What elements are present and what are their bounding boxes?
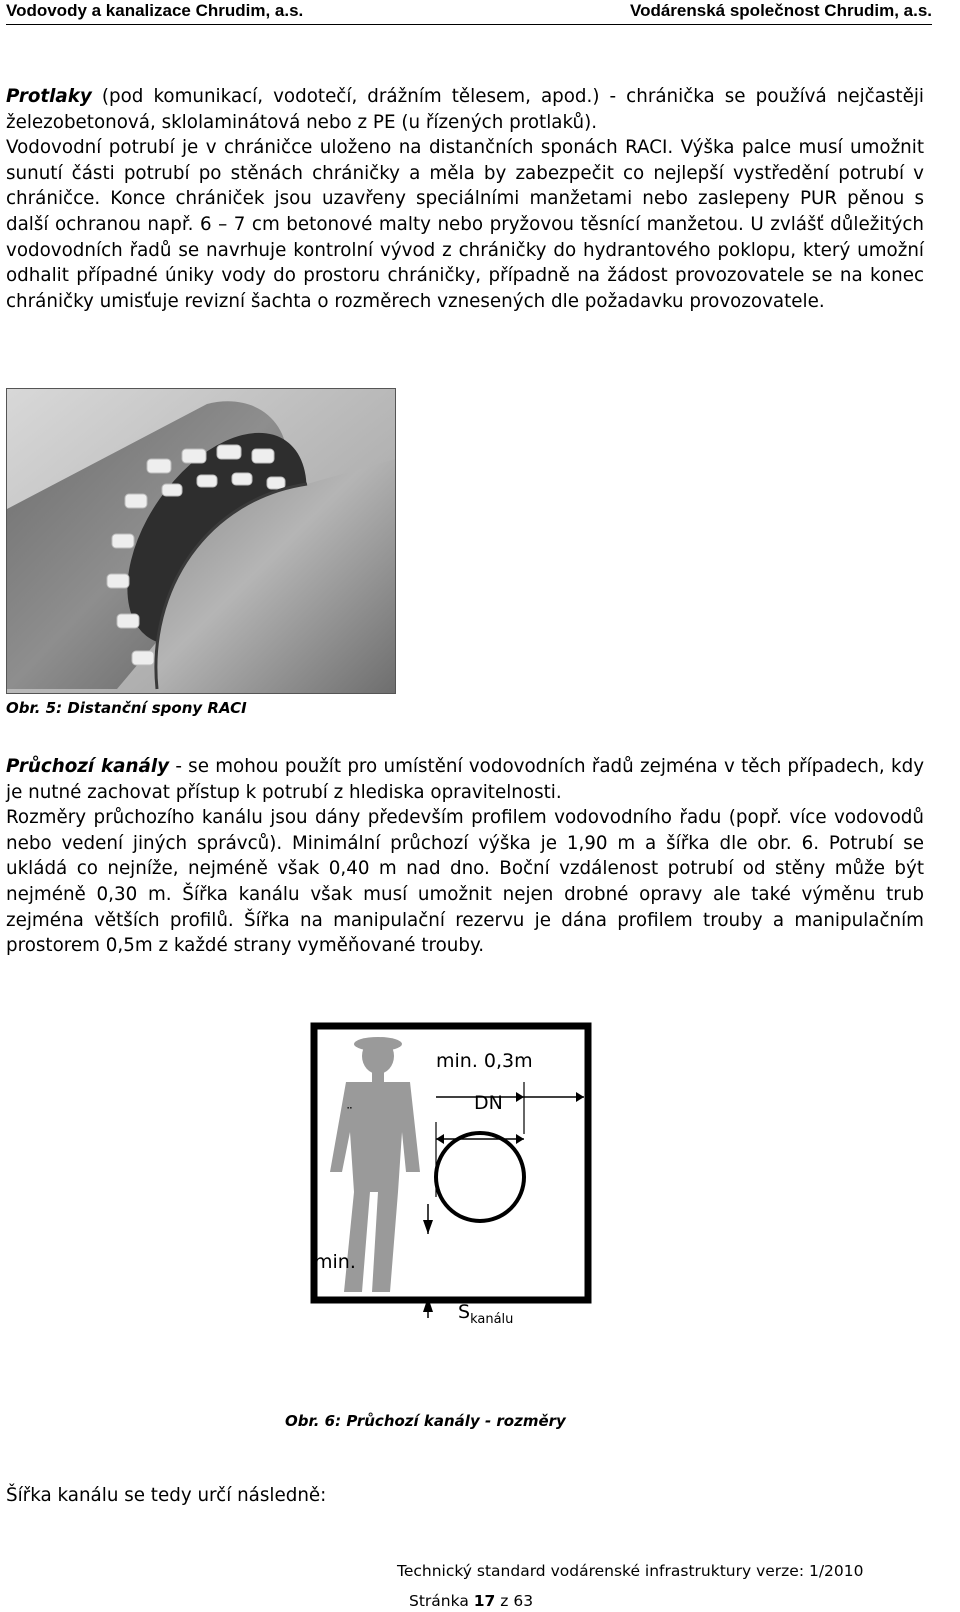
section-pruchozi-kanaly [6,754,924,959]
page-current: 17 [473,1592,496,1610]
label-tick: ¨ [346,1106,353,1122]
figure6-caption: Obr. 6: Průchozí kanály - rozměry [285,1412,566,1430]
protlaky-heading: Protlaky [6,86,92,107]
footer-standard: Technický standard vodárenské infrastruktury verze: 1/2010 [397,1562,864,1580]
label-sirka: $Š_{kanálu}$ [458,1301,514,1324]
kanaly-heading: Průchozí kanály [6,756,170,777]
kanaly-intro [6,754,924,805]
page-separator: z [495,1592,514,1610]
closing-sentence: Šířka kanálu se tedy určí následně: [6,1485,327,1506]
header-company-right: Vodárenská společnost Chrudim, a.s. [630,1,932,20]
protlaky-intro-text: (pod komunikací, vodotečí, drážním tělesem, apod.) - chránička se používá nejčastěji železobetonová, sklolaminátová nebo z PE (u řízených protlaků). [6,86,924,133]
kanaly-intro-text: - se mohou použít pro umístění vodovodních řadů zejména v těch případech, kdy je nutné zachovat přístup k potrubí z hlediska opravitelnosti. [6,756,925,803]
page-header [6,0,932,25]
label-min: min. [314,1251,356,1273]
header-company-left: Vodovody a kanalizace Chrudim, a.s. [6,1,304,20]
protlaky-body: Vodovodní potrubí je v chráničce uloženo na distančních sponách RACI. Výška palce musí umožnit sunutí části potrubí po stěnách chráničky a měla by zabezpečit co nejlepší vystředění potrubí v chráničce. Konce chrániček jsou uzavřeny speciálními manžetami nebo zaslepeny PUR pěnou s další ochranou např. 6 – 7 cm betonové malty nebo pryžovou těsnící manžetou. U zvlášť důležitých vodovodních řadů se navrhuje kontrolní vývod z chráničky do hydrantového poklopu, který umožní odhalit případné úniky vody do prostoru chráničky, případně na žádost provozovatele se na konec chráničky umisťuje revizní šachta o rozměrech vznesených dle požadavku provozovatele. [6,137,924,312]
protlaky-intro [6,84,924,135]
kanaly-body: Rozměry průchozího kanálu jsou dány především profilem vodovodního řadu (popř. více vodovodů nebo vedení jiných správců). Minimální průchozí výška je 1,90 m a šířka dle obr. 6. Potrubí se ukládá co nejníže, nejméně však 0,40 m nad dno. Boční vzdálenost potrubí od stěny může být nejméně 0,30 m. Šířka kanálu však musí umožnit nejen drobné opravy ale také výměnu trub zejména větších profilů. Šířka na manipulační rezervu je dána profilem trouby a manipulačním prostorem 0,5m z každé strany vyměňované trouby. [6,807,924,957]
label-dn: DN [474,1092,503,1114]
channel-dimensions-diagram [310,1022,600,1324]
page-number [409,1592,533,1610]
label-min-0-3m: min. 0,3m [436,1050,533,1072]
section-protlaky [6,84,924,314]
page-prefix: Stránka [409,1592,474,1610]
raci-spacer-photo [6,388,396,694]
page-total: 63 [513,1592,534,1610]
pipe-circle [436,1133,524,1221]
figure5-caption: Obr. 5: Distanční spony RACI [6,699,247,717]
